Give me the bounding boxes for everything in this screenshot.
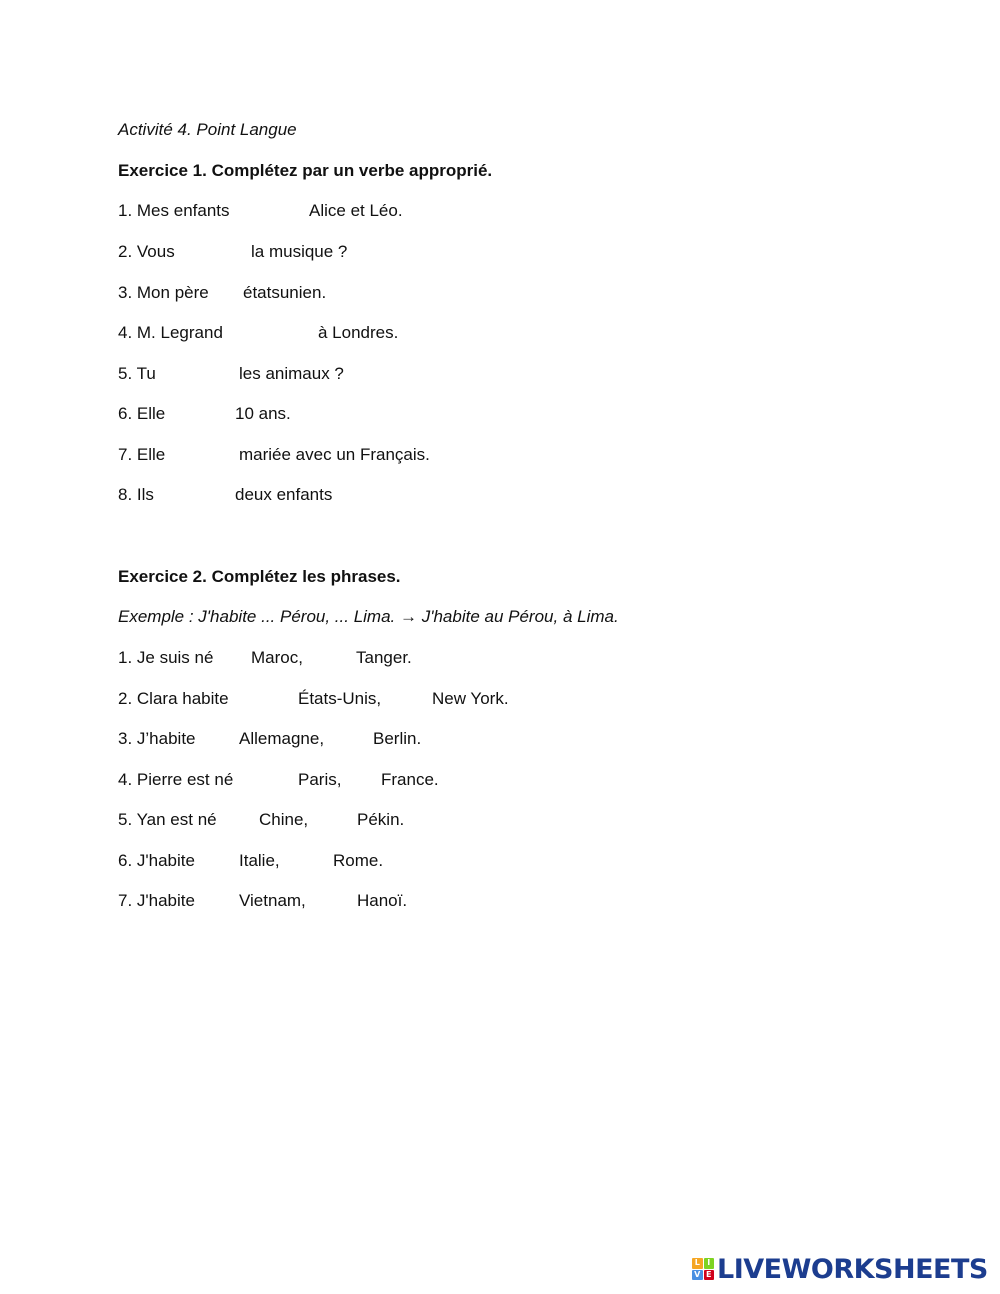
item-country: Paris, xyxy=(298,770,342,789)
logo-mark-letter: L xyxy=(692,1258,703,1269)
item-text-before: 4. M. Legrand xyxy=(118,323,223,342)
item-text-after: deux enfants xyxy=(235,485,333,504)
answer-blank[interactable] xyxy=(184,241,248,261)
item-country: Italie, xyxy=(239,851,280,870)
answer-blank[interactable] xyxy=(246,769,296,789)
exercise1-title: Exercice 1. Complétez par un verbe approprié. xyxy=(118,161,493,180)
item-city: Berlin. xyxy=(373,729,422,748)
item-text-before: 4. Pierre est né xyxy=(118,770,234,789)
item-text-after: les animaux ? xyxy=(239,364,344,383)
answer-blank[interactable] xyxy=(290,850,330,870)
exercise2-example: Exemple : J'habite ... Pérou, ... Lima. → J'habite au Pérou, à Lima. xyxy=(118,607,619,626)
answer-blank[interactable] xyxy=(246,200,306,220)
answer-blank[interactable] xyxy=(206,890,236,910)
item-text-before: 5. Yan est né xyxy=(118,810,217,829)
item-text-before: 8. Ils xyxy=(118,485,154,504)
item-city: New York. xyxy=(432,689,509,708)
answer-blank[interactable] xyxy=(236,322,316,342)
logo-mark-letter: I xyxy=(704,1258,715,1269)
logo-mark-letter: E xyxy=(704,1270,715,1281)
item-text-before: 3. Mon père xyxy=(118,283,209,302)
item-text-after: la musique ? xyxy=(251,242,348,261)
answer-blank[interactable] xyxy=(348,769,378,789)
answer-blank[interactable] xyxy=(176,444,236,464)
item-city: Rome. xyxy=(333,851,384,870)
answer-blank[interactable] xyxy=(222,647,248,667)
answer-blank[interactable] xyxy=(220,282,240,302)
answer-blank[interactable] xyxy=(338,728,370,748)
item-city: Pékin. xyxy=(357,810,405,829)
answer-blank[interactable] xyxy=(226,809,256,829)
answer-blank[interactable] xyxy=(246,688,296,708)
logo-mark-letter: V xyxy=(692,1270,703,1281)
item-text-before: 7. Elle xyxy=(118,445,166,464)
answer-blank[interactable] xyxy=(164,484,232,504)
item-city: France. xyxy=(381,770,439,789)
item-text-before: 3. J’habite xyxy=(118,729,196,748)
item-text-after: 10 ans. xyxy=(235,404,291,423)
item-country: Chine, xyxy=(259,810,309,829)
item-city: Hanoï. xyxy=(357,891,408,910)
exercise2-title: Exercice 2. Complétez les phrases. xyxy=(118,567,401,586)
answer-blank[interactable] xyxy=(176,403,232,423)
logo-wordmark: LIVEWORKSHEETS xyxy=(717,1253,988,1285)
item-text-before: 6. Elle xyxy=(118,404,166,423)
item-country: États-Unis, xyxy=(298,689,382,708)
item-text-after: étatsunien. xyxy=(243,283,327,302)
item-text-before: 6. J'habite xyxy=(118,851,195,870)
item-text-before: 1. Mes enfants xyxy=(118,201,230,220)
answer-blank[interactable] xyxy=(314,647,354,667)
item-city: Tanger. xyxy=(356,648,412,667)
liveworksheets-logo xyxy=(692,1252,988,1286)
activity-heading: Activité 4. Point Langue xyxy=(118,120,297,139)
item-text-after: mariée avec un Français. xyxy=(239,445,430,464)
item-country: Allemagne, xyxy=(239,729,325,748)
item-text-before: 2. Clara habite xyxy=(118,689,229,708)
item-text-before: 2. Vous xyxy=(118,242,175,261)
item-country: Vietnam, xyxy=(239,891,306,910)
answer-blank[interactable] xyxy=(318,809,354,829)
item-text-after: à Londres. xyxy=(318,323,399,342)
answer-blank[interactable] xyxy=(206,850,236,870)
item-text-before: 1. Je suis né xyxy=(118,648,214,667)
answer-blank[interactable] xyxy=(164,363,236,383)
item-text-after: Alice et Léo. xyxy=(309,201,403,220)
answer-blank[interactable] xyxy=(206,728,236,748)
answer-blank[interactable] xyxy=(318,890,354,910)
live-logo-icon xyxy=(692,1258,714,1280)
answer-blank[interactable] xyxy=(396,688,428,708)
item-text-before: 7. J'habite xyxy=(118,891,195,910)
item-text-before: 5. Tu xyxy=(118,364,156,383)
item-country: Maroc, xyxy=(251,648,303,667)
